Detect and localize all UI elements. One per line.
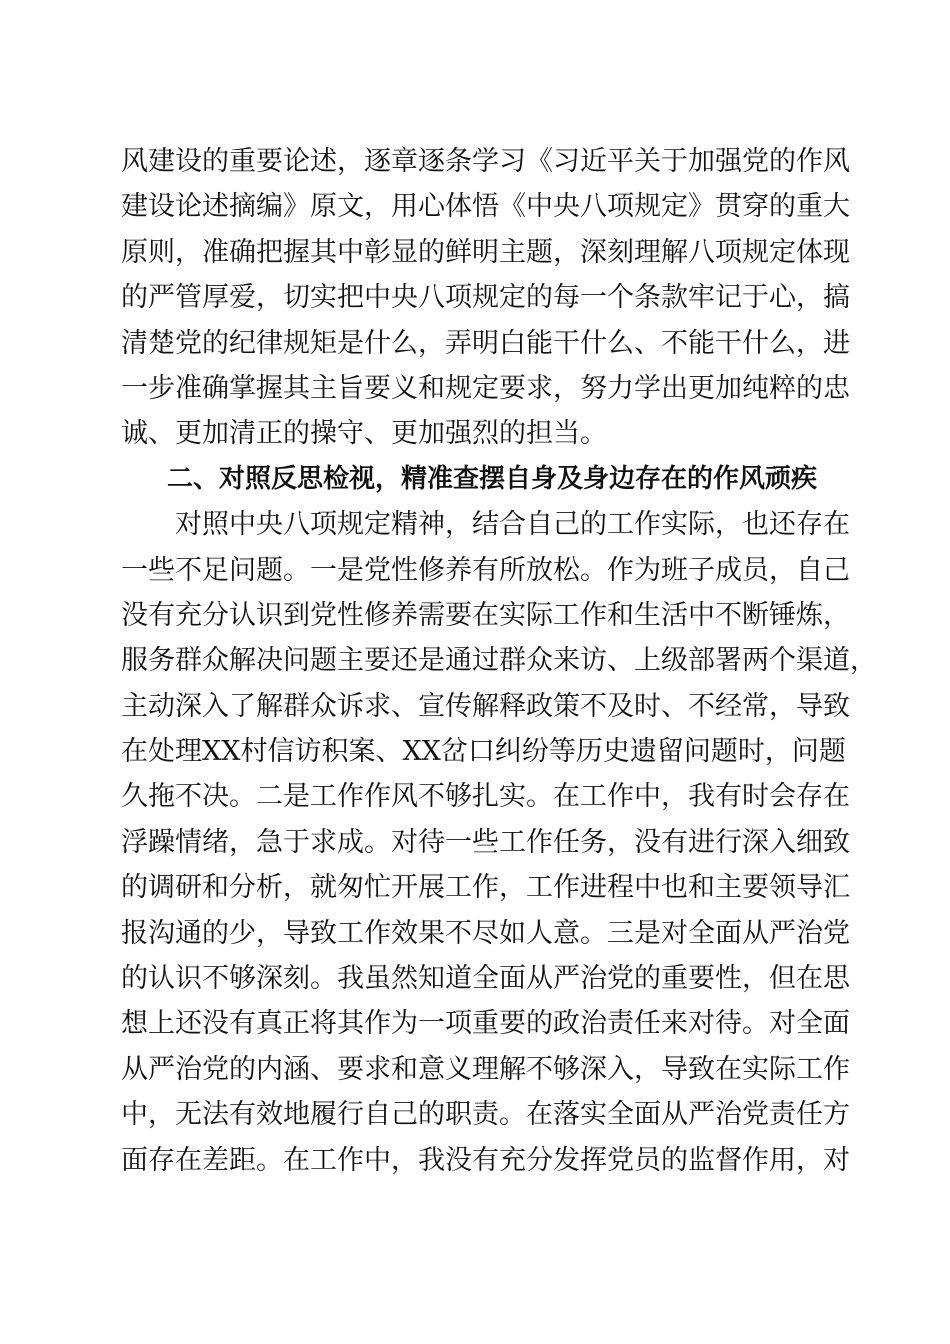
paragraph-line: 久拖不决。二是工作作风不够扎实。在工作中，我有时会存在	[121, 781, 850, 813]
paragraph-line: 没有充分认识到党性修养需要在实际工作和生活中不断锤炼，	[121, 599, 850, 631]
paragraph-line: 报沟通的少，导致工作效果不尽如人意。三是对全面从严治党	[121, 917, 850, 949]
paragraph-line: 的严管厚爱，切实把中央八项规定的每一个条款牢记于心，搞	[121, 282, 850, 314]
paragraph-line: 诚、更加清正的操守、更加强烈的担当。	[121, 418, 607, 450]
paragraph-line: 浮躁情绪，急于求成。对待一些工作任务，没有进行深入细致	[121, 826, 850, 858]
document-body	[121, 139, 877, 1183]
paragraph-line: 一步准确掌握其主旨要义和规定要求，努力学出更加纯粹的忠	[121, 372, 850, 404]
paragraph-line: 的认识不够深刻。我虽然知道全面从严治党的重要性，但在思	[121, 963, 850, 995]
paragraph-line: 在处理XX村信访积案、XX岔口纠纷等历史遗留问题时，问题	[121, 736, 846, 768]
paragraph-study	[121, 139, 850, 457]
paragraph-line: 的调研和分析，就匆忙开展工作，工作进程中也和主要领导汇	[121, 872, 850, 904]
paragraph-line: 中，无法有效地履行自己的职责。在落实全面从严治党责任方	[121, 1099, 850, 1131]
paragraph-line: 清楚党的纪律规矩是什么，弄明白能干什么、不能干什么，进	[121, 327, 850, 359]
paragraph-line: 主动深入了解群众诉求、宣传解释政策不及时、不经常，导致	[121, 690, 850, 722]
paragraph-line: 想上还没有真正将其作为一项重要的政治责任来对待。对全面	[121, 1008, 850, 1040]
paragraph-line: 服务群众解决问题主要还是通过群众来访、上级部署两个渠道，	[121, 645, 877, 677]
paragraph-line: 对照中央八项规定精神，结合自己的工作实际，也还存在	[175, 509, 850, 541]
paragraph-line: 建设论述摘编》原文，用心体悟《中央八项规定》贯穿的重大	[121, 191, 850, 223]
section-heading: 二、对照反思检视，精准查摆自身及身边存在的作风顽疾	[167, 463, 818, 494]
paragraph-line: 风建设的重要论述，逐章逐条学习《习近平关于加强党的作风	[121, 146, 850, 177]
paragraph-line: 一些不足问题。一是党性修养有所放松。作为班子成员，自己	[121, 554, 850, 586]
paragraph-line: 面存在差距。在工作中，我没有充分发挥党员的监督作用，对	[121, 1144, 850, 1176]
paragraph-line: 原则，准确把握其中彰显的鲜明主题，深刻理解八项规定体现	[121, 236, 850, 268]
paragraph-line: 从严治党的内涵、要求和意义理解不够深入，导致在实际工作	[121, 1053, 850, 1085]
paragraph-review	[121, 502, 877, 1183]
